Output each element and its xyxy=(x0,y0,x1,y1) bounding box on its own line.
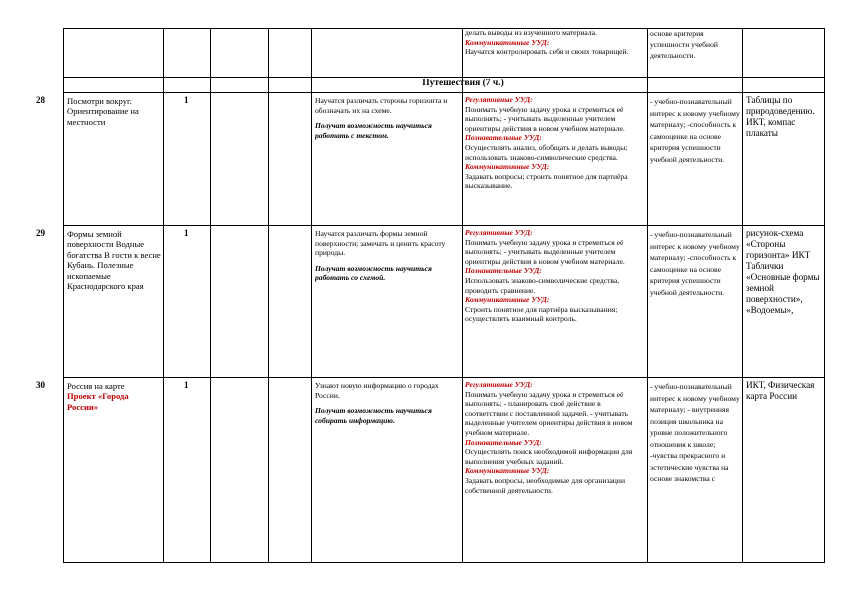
row28-uud-cell xyxy=(465,95,645,225)
row-divider xyxy=(63,77,825,78)
top-row-uud-cell xyxy=(465,28,645,77)
table-border-right xyxy=(824,28,825,563)
row28-opportunity: Получат возможность научиться работать с текстом. xyxy=(315,121,432,140)
row29-topic: Формы земной поверхности Водные богатства В гости к весне Кубань. Полезные ископаемые Краснодарского края xyxy=(67,229,161,292)
row29-cog-label: Познавательные УУД: xyxy=(465,266,542,276)
row30-personal: - учебно-познавательный интерес к новому учебному материалу; - внутренняя позиция школьника на уровне положительного отношения к школе; -чувства прекрасного и эстетические чувства на основе знакомства с xyxy=(650,382,740,483)
top-row-personal-text: основе критерия успешности учебной деятельности. xyxy=(650,29,718,60)
row30-cog-label: Познавательные УУД: xyxy=(465,437,542,447)
row28-content: Научатся различать стороны горизонта и обозначать их на схеме. xyxy=(315,96,448,115)
column-divider xyxy=(647,28,648,563)
row29-cog-text: Использовать знаково-символические средства, проводить сравнение. xyxy=(465,275,620,295)
column-divider xyxy=(268,28,269,563)
row30-topic: Россия на карте xyxy=(67,381,125,391)
top-row-comm-label: Коммуникативные УУД: xyxy=(465,37,550,47)
row30-hours: 1 xyxy=(184,381,189,390)
table-border-left xyxy=(63,28,64,563)
top-row-comm-text: Научатся контролировать себя и своих товарищей. xyxy=(465,47,629,57)
row30-number: 30 xyxy=(36,381,45,390)
row29-resources: рисунок-схема «Стороны горизонта» ИКТ Таблички «Основные формы земной поверхности», «Водоемы», xyxy=(746,228,820,315)
top-row-uud-text: делать выводы из изученного материала. xyxy=(465,28,597,37)
row30-reg-text: Понимать учебную задачу урока и стремиться её выполнять; - планировать своё действие в соответствии с поставленной задачей. - учитывать выделенные учителем ориентиры действия в новом учебном материале. xyxy=(465,389,633,437)
row30-content-cell xyxy=(315,381,460,561)
row29-content-cell xyxy=(315,229,460,379)
row28-cog-label: Познавательные УУД: xyxy=(465,133,542,143)
row28-resources: Таблицы по природоведению. ИКТ, компас плакаты xyxy=(746,95,815,138)
row30-topic-cell xyxy=(67,381,161,561)
row30-uud-cell xyxy=(465,380,645,562)
row28-comm-text: Задавать вопросы; строить понятное для партнёра высказывание. xyxy=(465,171,628,191)
row-divider xyxy=(63,225,825,226)
row29-personal: - учебно-познавательный интерес к новому учебному материалу; -способность к самооценке на основе критерия успешности учебной деятельности. xyxy=(650,230,740,297)
row-divider xyxy=(63,92,825,93)
row29-comm-label: Коммуникативные УУД: xyxy=(465,295,550,305)
row28-topic: Посмотри вокруг. Ориентирование на местности xyxy=(67,96,139,127)
row30-comm-text: Задавать вопросы, необходимые для организации собственной деятельности. xyxy=(465,475,626,495)
row28-comm-label: Коммуникативные УУД: xyxy=(465,162,550,172)
column-divider xyxy=(742,28,743,563)
row30-content: Узнают новую информацию о городах России. xyxy=(315,381,439,400)
row29-hours: 1 xyxy=(184,229,189,238)
row30-opportunity: Получат возможность научиться собирать информацию. xyxy=(315,406,432,425)
row30-topic-project: Проект «Города России» xyxy=(67,391,129,412)
row28-hours: 1 xyxy=(184,96,189,105)
row30-resources: ИКТ, Физическая карта России xyxy=(746,380,815,401)
row28-cog-text: Осуществлять анализ, обобщать и делать выводы; использовать знаково-символические средства. xyxy=(465,142,628,162)
row30-cog-text: Осуществлять поиск необходимой информации для выполнения учебных заданий. xyxy=(465,447,633,466)
row28-content-cell xyxy=(315,96,460,224)
row-divider xyxy=(63,562,825,563)
column-divider xyxy=(210,28,211,563)
row28-number: 28 xyxy=(36,96,45,105)
row30-reg-label: Регулятивные УУД: xyxy=(465,380,533,389)
row29-uud-cell xyxy=(465,228,645,378)
row29-comm-text: Строить понятное для партнёра высказывания; осуществлять взаимный контроль. xyxy=(465,304,618,324)
row28-personal: - учебно-познавательный интерес к новому учебному материалу; -способность к самооценке на основе критерия успешности учебной деятельности. xyxy=(650,97,740,164)
row28-reg-text: Понимать учебную задачу урока и стремиться её выполнять; - учитывать выделенные учителем ориентиры действия в новом учебном материале. xyxy=(465,104,625,133)
row29-content: Научатся различать формы земной поверхности; замечать и ценить красоту природы. xyxy=(315,229,446,258)
row28-reg-label: Регулятивные УУД: xyxy=(465,95,533,104)
row29-reg-text: Понимать учебную задачу урока и стремиться её выполнять; - учитывать выделенные учителем ориентиры действия в новом учебном материале. xyxy=(465,237,625,266)
top-row-personal-cell xyxy=(650,28,740,77)
column-divider xyxy=(311,28,312,563)
row29-opportunity: Получат возможность научиться работать со схемой. xyxy=(315,263,432,283)
column-divider xyxy=(163,28,164,563)
section-title: Путешествия (7 ч.) xyxy=(422,79,504,88)
row29-reg-label: Регулятивные УУД: xyxy=(465,228,533,237)
row30-comm-label: Коммуникативные УУД: xyxy=(465,466,550,476)
column-divider xyxy=(462,28,463,563)
row29-number: 29 xyxy=(36,229,45,238)
